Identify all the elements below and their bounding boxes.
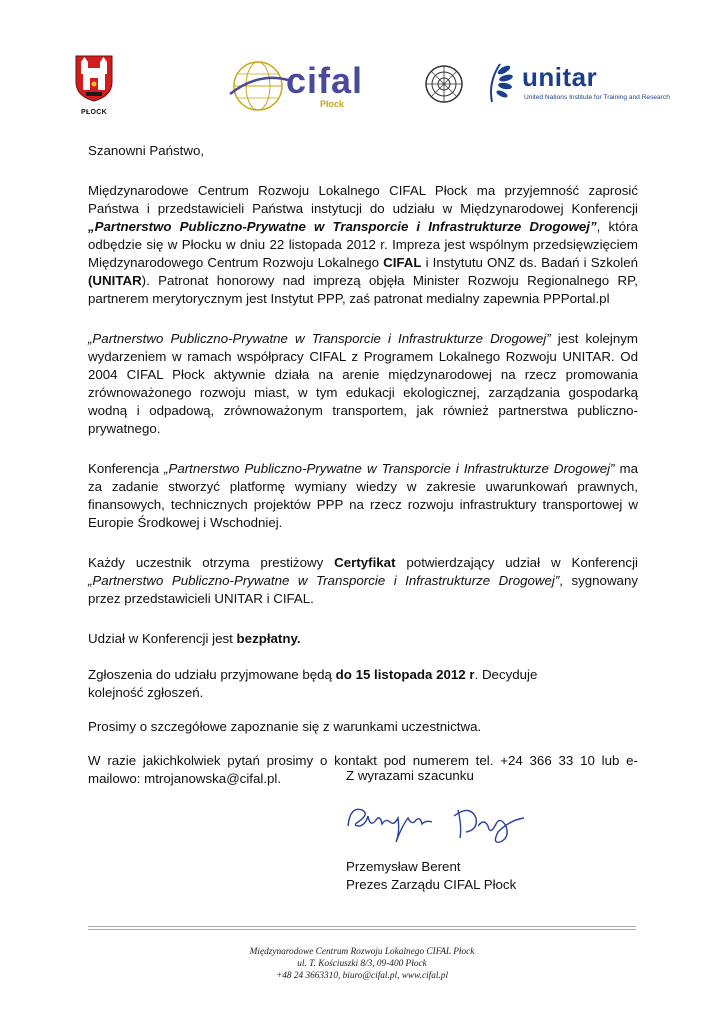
salutation: Szanowni Państwo, (88, 143, 205, 158)
footer-contact: +48 24 3663310, biuro@cifal.pl, www.cifal.pl (275, 971, 449, 981)
un-emblem-icon (424, 64, 464, 104)
coat-of-arms-icon (72, 54, 116, 102)
closing: Z wyrazami szacunku (346, 768, 474, 783)
logo-bar (0, 52, 724, 122)
conference-title: „Partnerstwo Publiczno-Prywatne w Transporcie i Infrastrukturze Drogowej” (88, 219, 597, 234)
cifal-logo (228, 58, 368, 114)
letter-body (88, 142, 638, 802)
paragraph-certificate: Każdy uczestnik otrzyma prestiżowy Certyfikat potwierdzający udział w Konferencji „Partnerstwo Publiczno-Prywatne w Transporcie i Infrastrukturze Drogowej”, sygnowany przez przedstawicieli UNITAR i CIFAL. (88, 555, 638, 606)
unitar-logo (484, 60, 684, 110)
unitar-wordmark: unitar (522, 62, 598, 92)
handwritten-signature-icon (340, 796, 540, 854)
paragraph-contact: W razie jakichkolwiek pytań prosimy o kontakt pod numerem tel. +24 366 33 10 lub e-mailowo: mtrojanowska@cifal.pl. (88, 753, 638, 786)
globe-icon (228, 58, 290, 114)
signer-block (346, 858, 516, 894)
footer-address: ul. T. Kościuszki 8/3, 09-400 Płock (297, 959, 427, 969)
footer-org: Międzynarodowe Centrum Rozwoju Lokalnego CIFAL Płock (249, 947, 475, 957)
footer-divider (88, 929, 636, 930)
un-emblem (424, 64, 464, 109)
signature (340, 796, 540, 859)
paragraph-goal: Konferencja „Partnerstwo Publiczno-Prywatne w Transporcie i Infrastrukturze Drogowej” ma za zadanie stworzyć platformę wymiany wiedzy w zakresie uwarunkowań prawnych, finansowych, technicznych projektów PPP na rzecz rozwoju infrastruktury transportowej w Europie Środkowej i Wschodniej. (88, 461, 638, 530)
paragraph-deadline: Zgłoszenia do udziału przyjmowane będą do 15 listopada 2012 r. Decyduje kolejność zgłoszeń. (88, 667, 538, 700)
paragraph-conditions: Prosimy o szczegółowe zapoznanie się z warunkami uczestnictwa. (88, 719, 482, 734)
plock-caption: PŁOCK (81, 109, 107, 116)
footer-divider (88, 926, 636, 927)
cifal-city: Płock (320, 99, 345, 109)
olive-branch-icon (484, 60, 518, 104)
footer (0, 946, 724, 982)
signer-title: Prezes Zarządu CIFAL Płock (346, 877, 517, 892)
unitar-subtitle: United Nations Institute for Training and Research (524, 94, 670, 101)
paragraph-free: Udział w Konferencji jest bezpłatny. (88, 631, 301, 646)
cifal-wordmark: cifal (286, 60, 364, 101)
signer-name: Przemysław Berent (346, 859, 461, 874)
paragraph-intro: Międzynarodowe Centrum Rozwoju Lokalnego CIFAL Płock ma przyjemność zaprosić Państwa i przedstawicieli Państwa instytucji do udziału w Międzynarodowej Konferencji „Partnerstwo Publiczno-Prywatne w Transporcie i Infrastrukturze Drogowej”, która odbędzie się w Płocku w dniu 22 listopada 2012 r. Impreza jest wspólnym przedsięwzięciem Międzynarodowego Centrum Rozwoju Lokalnego CIFAL i Instytutu ONZ ds. Badań i Szkoleń (UNITAR). Patronat honorowy nad imprezą objęła Minister Rozwoju Regionalnego RP, partnerem merytorycznym jest Instytut PPP, zaś patronat medialny zapewnia PPPortal.pl (88, 183, 639, 306)
paragraph-cooperation: „Partnerstwo Publiczno-Prywatne w Transporcie i Infrastrukturze Drogowej” jest kolejnym wydarzeniem w ramach współpracy CIFAL z Programem Lokalnego Rozwoju UNITAR. Od 2004 CIFAL Płock aktywnie działa na arenie międzynarodowej na rzecz promowania zrównoważonego rozwoju miast, w tym edukacji ekologicznej, zarządzania gospodarką wodną i odpadową, zrównoważonym transportem, jak również partnerstwa publiczno-prywatnego. (88, 331, 638, 436)
plock-coat-of-arms (72, 54, 116, 116)
